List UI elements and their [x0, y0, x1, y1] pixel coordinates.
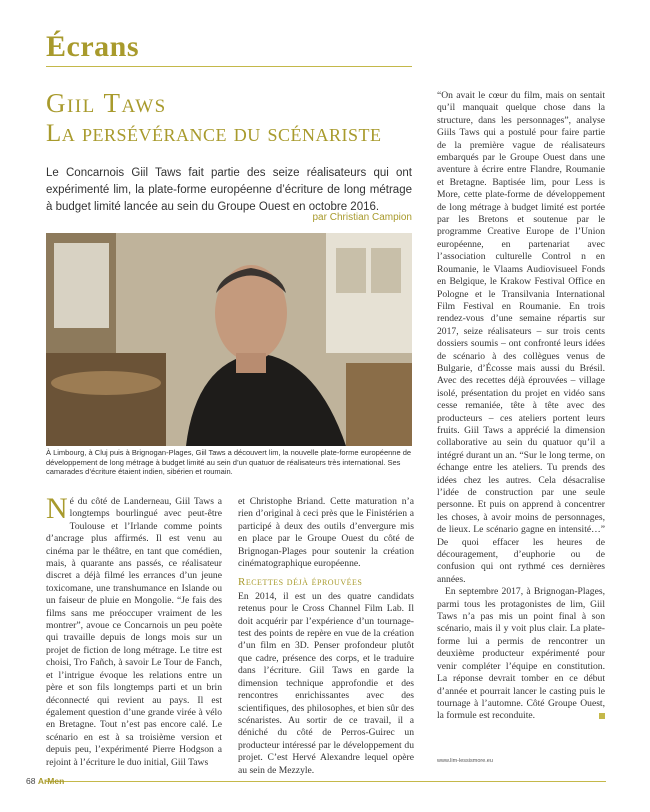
col3-paragraph-1: “On avait le cœur du film, mais on sentait qu’il manquait quelque chose dans la structure, dans les personnages”, analyse Giils Taws qui a postulé pour faire partie de la première vague de réalisateurs embarqués par le Groupe Ouest dans une aventure à écrire entre Flandre, Roumanie et Bretagne. Baptisée lim, pour Less is More, cette plate-forme de développement de long métrage à budget limité est portée par les Bretons et soutenue par le programme Creative Europe de l’Union européenne, en partenariat avec l’association culturelle Control n en Roumanie, le Vlaams Audiovisueel Fonds en Belgique, le Krakow Festival Office en Pologne et le Transilvania International Film Festival en Roumanie. En trois rendez-vous d’une semaine répartis sur 2017, seize réalisateurs – sur trois cents dossiers soumis – ont confronté leurs idées de scénario à des collègues venus de Bulgarie, d’Écosse mais aussi du Brésil. Avec des recettes déjà éprouvées – village isolé, présentation du projet en vidéo sans cesse remaniée, tête à tête avec des producteurs – ces ateliers portent leurs fruits. Giil Taws a apprécié la dimension collaborative au sein du quatuor qu’il a intégré durant un an. “Sur le long terme, on échange entre les ateliers. Tu prends des idées chez les autres. Cela désacralise l’idée de construction par une seule personne. Et puis on apprend à concentrer les choses, à avoir moins de personnages, de lieux. Le scénario gagne en intensité…” De quoi effacer les heures de découragement, d’euphorie ou de confusion qui ont rythmé ces dernières années. [437, 90, 605, 585]
portrait-illustration [46, 233, 412, 446]
magazine-name: ArMen [37, 776, 65, 786]
col3-paragraph-2-text: En septembre 2017, à Brignogan-Plages, parmi tous les protagonistes de lim, Giil Taws n’a pas mis un point final à son scénario, mais il y voit plus clair. La plate-forme lui a permis de rencontrer un deuxième producteur expérimenté pour venir compléter l’équipe en constitution. La réponse devrait tomber en ce début d’année et pourrait lancer le casting puis le tournage à l’automne. Côté Groupe Ouest, la formule est reconduite. [437, 586, 605, 722]
col1-paragraph: é du côté de Landerneau, Giil Taws a longtemps bourlingué avec peut-être Toulouse et l’Irlande comme points d’ancrage plus affirmés. Il est venu au cinéma par le théâtre, en tant que comédien, mais, à quarante ans passés, ce réalisateur discret a déjà filmé les errances d’un jeune toxicomane, une transhumance en Islande ou un faiseur de pluie en Mongolie. “Je fais des films sans me préoccuper vraiment de les montrer”, avoue ce Concarnois un peu poète qui travaille depuis de longs mois sur un projet de fiction de long métrage. Le titre est choisi, Tro Fañch, à savoir Le Tour de Fanch, et l’intrigue évoque les relations entre un père et son fils longtemps parti et un brin déconnecté qui revient au pays. Il est également question d’une grande virée à vélo en Bretagne. Tout n’est pas encore calé. Le scénario en est à sa troisième version et depuis peu, l’expérimenté Pierre Hodgson a rejoint à l’écriture le duo initial, Giil Taws [46, 496, 222, 768]
article-subtitle: La persévérance du scénariste [46, 120, 382, 147]
portrait-photo [46, 233, 412, 446]
col3-paragraph-2 [437, 586, 605, 722]
intro-paragraph: Le Concarnois Giil Taws fait partie des seize réalisateurs qui ont expérimenté lim, la plate-forme européenne d’écriture de long métrage à budget limité lancée au sein du Groupe Ouest en octobre 2016. [46, 167, 412, 213]
col2-paragraph-2: En 2014, il est un des quatre candidats retenus pour le Cross Channel Film Lab. Il doit acquérir par l’expérience d’un tournage-test des points de repère en vue de la création d’un film en 3D. Penser profondeur plutôt que cadre, présence des corps, et le traduire dans l’écriture. Giil Taws en garde la dimension technique approfondie et des rencontres enrichissantes avec des scientifiques, des philosophes, et bien sûr des scénaristes. Au sortir de ce travail, il a déniché du côté de Perros-Guirec un producteur intéressé par le développement du projet. C’est Hervé Alexandre lequel opère au sein de Mezzyle. [238, 590, 414, 776]
footer-rule [46, 781, 606, 782]
section-title: Écrans [46, 30, 139, 63]
col2-paragraph-1: et Christophe Briand. Cette maturation n’a rien d’original à ceci près que le Finistérien a participé à deux des outils d’envergure mis en place par le Groupe Ouest du côté de Brignogan-Plages pour soutenir la création cinématographique européenne. [238, 496, 414, 570]
folio [26, 776, 64, 786]
photo-caption: À Limbourg, à Cluj puis à Brignogan-Plages, Giil Taws a découvert lim, la nouvelle plate-forme européenne de développement de long métrage à budget limité au sein d’un quatuor de réalisateurs très international. Ses camarades d’écriture étaient indien, sibérien et roumain. [46, 448, 412, 476]
subheading: Recettes déjà éprouvées [238, 576, 363, 589]
website-link[interactable]: www.lim-lessismore.eu [437, 758, 493, 764]
drop-cap: N [46, 492, 68, 525]
column-1 [46, 492, 222, 769]
column-2 [238, 496, 414, 777]
column-3 [437, 90, 605, 723]
section-rule [46, 66, 412, 67]
end-mark-icon [599, 713, 605, 719]
page-number: 68 [26, 776, 36, 786]
byline: par Christian Campion [312, 212, 412, 223]
article-title: Giil Taws [46, 88, 167, 118]
